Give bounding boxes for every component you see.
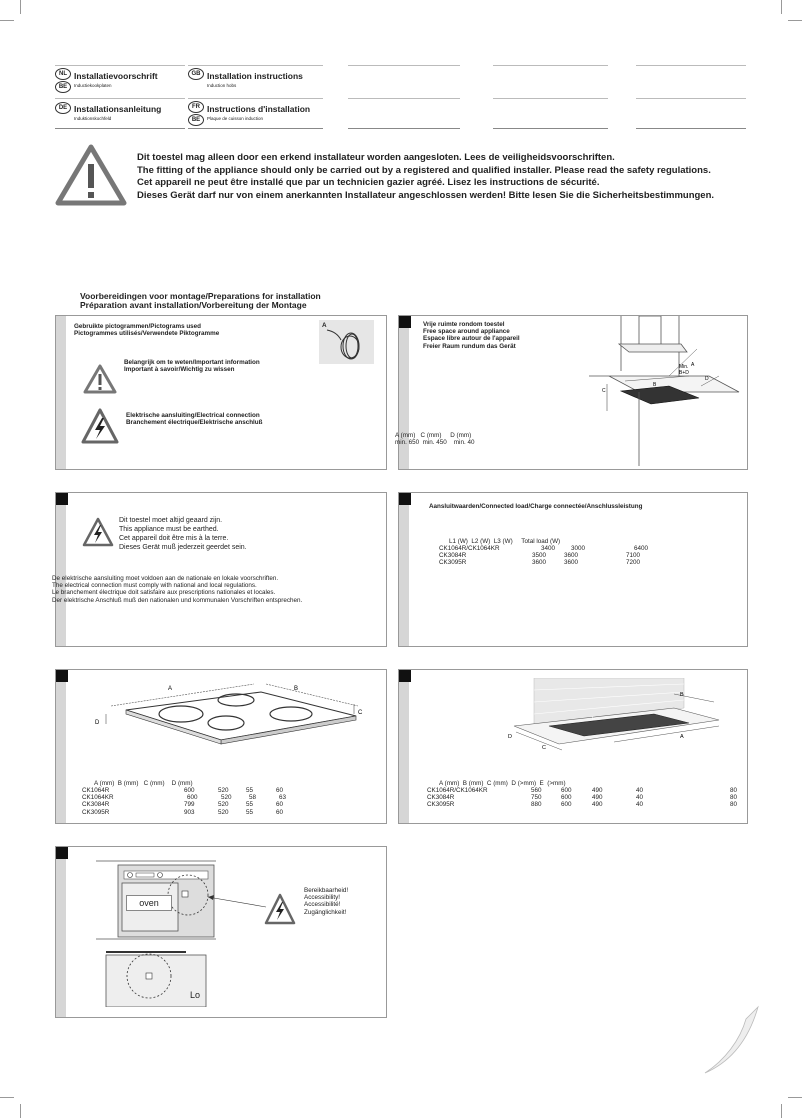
crop-mark [0, 20, 14, 21]
header-rule [493, 65, 608, 66]
e-cell: 80 [730, 794, 738, 802]
panel-sidebar [56, 316, 66, 469]
earthing-text [119, 516, 247, 552]
kitchen-clearance-diagram [569, 316, 747, 466]
header-rule [493, 128, 608, 129]
accessibility-line: Zugänglichkeit! [304, 908, 347, 916]
diagram-label: Min. [679, 364, 689, 370]
earthing-line: This appliance must be earthed. [119, 526, 219, 533]
cutout-row [427, 787, 737, 794]
section-title-line: Préparation avant installation/Vorbereitung der Montage [80, 300, 307, 310]
model-cell: CK1064KR [82, 794, 114, 802]
dims-row [82, 809, 286, 816]
load-header: L1 (W) L2 (W) L3 (W) Total load (W) [449, 538, 561, 545]
panel-title-line: Pictogrammes utilisés/Verwendete Piktogramme [74, 330, 220, 338]
important-line: Belangrijk om te weten/Important information [124, 359, 260, 366]
panel-sidebar [399, 670, 409, 823]
a-cell: 750 [531, 794, 542, 802]
lang-title: Installation instructions [207, 71, 303, 81]
header-rule [55, 128, 185, 129]
diagram-label: B+D [679, 370, 689, 376]
lang-code-badge: NL [55, 68, 71, 80]
cutout-row [427, 801, 737, 808]
panel-title [423, 321, 520, 350]
panel-title-line: Espace libre autour de l'appareil [423, 335, 520, 343]
total-cell: 6400 [634, 545, 649, 552]
d-cell: 40 [636, 794, 644, 802]
connection-rules [52, 575, 382, 604]
important-line: Important à savoir/Wichtig zu wissen [124, 366, 235, 374]
cutout-header: A (mm) B (mm) C (mm) D (>mm) E (>mm) [439, 780, 566, 787]
panel-sidebar [56, 670, 66, 823]
lang-subtitle: Induction hobs [207, 83, 237, 88]
load-row [439, 559, 648, 566]
header-rule [636, 98, 746, 99]
dims-row [82, 787, 286, 794]
dims-values: min. 650 min. 450 min. 40 [395, 439, 475, 447]
cutout-row [427, 794, 737, 801]
crop-mark [781, 0, 782, 14]
lang-title: Installationsanleitung [74, 104, 162, 114]
earthing-line: Dit toestel moet altijd geaard zijn. [119, 517, 223, 524]
earthing-line: Cet appareil doit être mis à la terre. [119, 535, 229, 542]
crop-mark [0, 1097, 14, 1098]
electrical-line: Elektrische aansluiting/Electrical connection [126, 412, 260, 419]
d-cell: 63 [279, 794, 287, 802]
b-cell: 520 [218, 808, 229, 816]
dims-table [82, 787, 286, 816]
b-cell: 520 [218, 801, 229, 809]
d-cell: 60 [276, 801, 284, 809]
c-cell: 490 [592, 801, 603, 809]
diagram-label: B [653, 382, 657, 388]
cable-figure [319, 320, 374, 364]
lang-subtitle: Inductiekookplaten [74, 83, 112, 88]
electrical-text [126, 412, 262, 426]
accessibility-line: Bereikbaarheid! [304, 887, 349, 894]
b-cell: 600 [561, 794, 572, 802]
dim-label: B [680, 692, 684, 698]
connection-line: Der elektrische Anschluß muß den nationalen und kommunalen Vorschriften entsprechen. [52, 596, 303, 604]
warning-line: Cet appareil ne peut être installé que par un technicien gazier agréé. Lisez les instructions de sécurité. [137, 177, 600, 188]
dim-label: D [95, 720, 100, 726]
b-cell: 520 [221, 794, 232, 802]
panel-cutout-dimensions [398, 669, 748, 824]
lang-code-badge: GB [188, 68, 204, 80]
lang-subtitle: Induktionskochfeld [74, 116, 112, 121]
lang-code-badge: BE [55, 81, 71, 93]
d-cell: 40 [636, 787, 644, 794]
dim-label: E [592, 716, 596, 722]
step-number-box [56, 493, 68, 505]
connection-line: The electrical connection must comply with national and local regulations. [52, 582, 257, 590]
l1-cell: 3600 [532, 559, 547, 567]
dims-header: A (mm) C (mm) D (mm) [395, 432, 472, 439]
header-rule [188, 128, 323, 129]
panel-title-line: Freier Raum rundum das Gerät [423, 342, 516, 350]
dim-label: D [508, 734, 512, 740]
dim-label: A [680, 734, 684, 740]
header-rule [55, 65, 185, 66]
header-rule [348, 65, 460, 66]
diagram-label: C [602, 388, 606, 394]
cable-label: A [322, 322, 327, 329]
step-number-box [56, 670, 68, 682]
connection-line: Le branchement électrique doit satisfaire aux prescriptions nationales et locales. [52, 589, 276, 597]
a-cell: 560 [531, 787, 542, 794]
model-cell: CK3084R [427, 794, 455, 802]
panel-title [74, 323, 219, 337]
lang-de [55, 101, 185, 127]
l2-cell: 3600 [564, 559, 579, 567]
panel-hob-dimensions [55, 669, 387, 824]
panel-sidebar [56, 493, 66, 646]
warning-line: The fitting of the appliance should only be carried out by a registered and qualified installer. Please read the safety regulations. [137, 164, 711, 176]
l1-cell: 3400 [541, 545, 556, 552]
panel-earthing [52, 492, 387, 647]
total-cell: 7200 [626, 559, 641, 567]
page-curl-decoration [700, 1005, 765, 1075]
b-cell: 600 [561, 787, 572, 794]
c-cell: 55 [246, 801, 254, 809]
electrical-hazard-icon [264, 893, 296, 925]
model-cell: CK3095R [82, 808, 110, 816]
header-rule [636, 65, 746, 66]
earthing-line: Dieses Gerät muß jederzeit geerdet sein. [119, 544, 247, 551]
b-cell: 600 [561, 801, 572, 809]
dims-header: A (mm) B (mm) C (mm) D (mm) [94, 780, 193, 787]
model-cell: CK1064R/CK1064KR [439, 545, 500, 552]
panel-accessibility [55, 846, 387, 1018]
e-cell: 80 [730, 801, 738, 809]
a-cell: 600 [184, 787, 195, 794]
b-cell: 520 [218, 787, 229, 794]
section-title [80, 292, 321, 310]
step-number-box [399, 316, 411, 328]
accessibility-text [304, 887, 348, 916]
l1-cell: 3500 [532, 552, 547, 560]
accessibility-line: Accessibilité! [304, 901, 341, 909]
crop-mark [20, 1104, 21, 1118]
c-cell: 55 [246, 787, 254, 794]
warning-triangle-icon [55, 144, 127, 206]
diagram-label: A [691, 362, 695, 368]
d-cell: 40 [636, 801, 644, 809]
step-number-box [399, 670, 411, 682]
warning-line: Dieses Gerät darf nur von einem anerkannten Installateur angeschlossen werden! Bitte lesen Sie die Sicherheitsbestimmungen. [137, 189, 715, 201]
model-cell: CK1064R [82, 787, 110, 794]
load-row [439, 552, 648, 559]
electrical-hazard-icon [82, 517, 114, 547]
lang-fr [188, 101, 323, 127]
lang-code-badge: FR [188, 101, 204, 113]
model-cell: CK3095R [427, 801, 455, 809]
lang-title: Instructions d'installation [207, 104, 311, 114]
accessibility-line: Accessibility! [304, 894, 341, 902]
dims-row [82, 801, 286, 808]
important-info-icon [83, 364, 117, 394]
electrical-hazard-icon [81, 408, 119, 444]
step-number-box [399, 493, 411, 505]
total-cell: 7100 [626, 552, 641, 560]
oven-label: oven [126, 895, 172, 911]
panel-title-line: Gebruikte pictogrammen/Pictograms used [74, 323, 202, 330]
model-cell: CK3084R [439, 552, 467, 560]
panel-free-space [395, 315, 748, 470]
crop-mark [788, 20, 802, 21]
dim-label: B [294, 686, 299, 692]
dims-row [82, 794, 286, 801]
lang-title: Installatievoorschrift [74, 71, 158, 81]
section-title-line: Voorbereidingen voor montage/Preparations for installation [80, 291, 321, 301]
c-cell: 55 [246, 808, 254, 816]
warning-line: Dit toestel mag alleen door een erkend installateur worden aangesloten. Lees de veiligheidsvoorschriften. [137, 152, 615, 163]
c-cell: 490 [592, 787, 603, 794]
hob-dimension-diagram [86, 678, 366, 763]
panel-title-line: Vrije ruimte rondom toestel [423, 321, 505, 328]
step-number-box [56, 847, 68, 859]
d-cell: 60 [276, 787, 284, 794]
l2-cell: 3000 [571, 545, 586, 552]
panel-connected-load [398, 492, 748, 647]
header-rule [493, 98, 608, 99]
header-rule [348, 98, 460, 99]
a-cell: 600 [187, 794, 198, 802]
clearance-dims [395, 432, 474, 446]
d-cell: 60 [276, 808, 284, 816]
model-cell: CK3095R [439, 559, 467, 567]
header-rule [348, 128, 460, 129]
crop-mark [788, 1097, 802, 1098]
lang-subtitle: Plaque de cuisson induction [207, 116, 264, 121]
connection-line: De elektrische aansluiting moet voldoen aan de nationale en lokale voorschriften. [52, 575, 279, 582]
panel-pictograms [55, 315, 387, 470]
header-rule [55, 98, 185, 99]
safety-warning [137, 152, 777, 202]
load-table [439, 545, 648, 567]
oven-install-diagram [96, 857, 276, 1007]
model-cell: CK1064R/CK1064KR [427, 787, 488, 794]
important-text [124, 359, 260, 373]
lang-code-badge: DE [55, 102, 71, 114]
l2-cell: 3600 [564, 552, 579, 560]
c-cell: 58 [249, 794, 257, 802]
lo-label: Lo [190, 990, 201, 1000]
load-row [439, 545, 648, 552]
load-title: Aansluitwaarden/Connected load/Charge connectée/Anschlussleistung [429, 503, 643, 510]
model-cell: CK3084R [82, 801, 110, 809]
panel-sidebar [399, 493, 409, 646]
header-rule [188, 65, 323, 66]
crop-mark [20, 0, 21, 14]
e-cell: 80 [730, 787, 738, 794]
dim-label: A [168, 686, 173, 692]
panel-sidebar [56, 847, 66, 1017]
lang-gb [188, 68, 323, 96]
a-cell: 880 [531, 801, 542, 809]
c-cell: 490 [592, 794, 603, 802]
header-rule [636, 128, 746, 129]
crop-mark [781, 1104, 782, 1118]
header-rule [188, 98, 323, 99]
electrical-line: Branchement électrique/Elektrische anschluß [126, 419, 263, 427]
dim-label: C [358, 710, 363, 716]
dim-label: C [542, 745, 546, 751]
diagram-label: D [705, 376, 709, 382]
panel-title-line: Free space around appliance [423, 328, 510, 336]
a-cell: 799 [184, 801, 195, 809]
lang-code-badge: BE [188, 114, 204, 126]
cutout-table [427, 787, 737, 809]
cable-icon [325, 326, 369, 362]
cutout-diagram [504, 678, 734, 758]
a-cell: 903 [184, 808, 195, 816]
lang-nl [55, 68, 185, 96]
